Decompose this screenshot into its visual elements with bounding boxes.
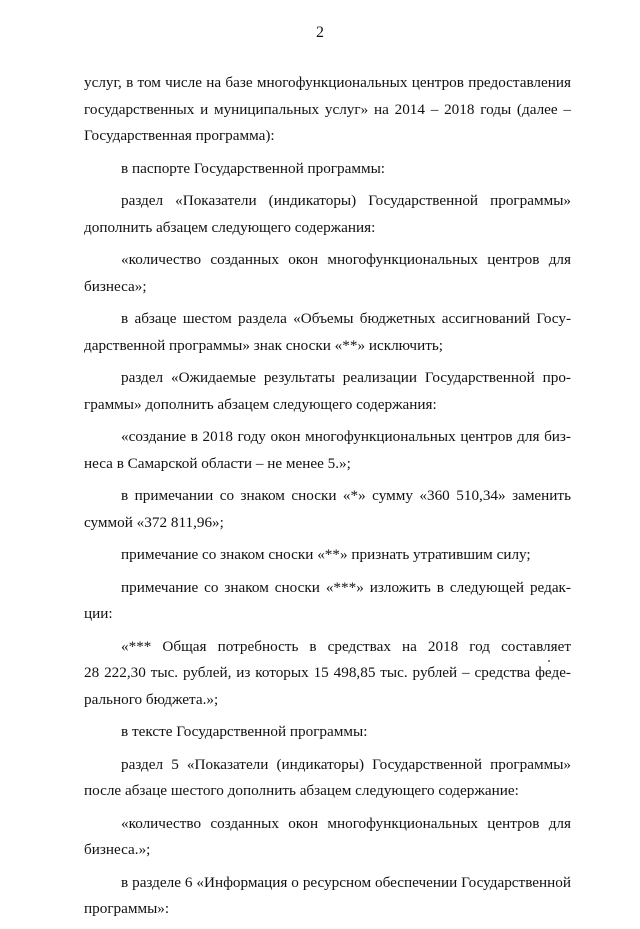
- paragraph: [84, 424, 571, 477]
- paragraph: [84, 811, 571, 864]
- text-line: государственных и муниципальных услуг» на 2014 – 2018 годы (далее –: [84, 100, 571, 118]
- text-line: бизнеса.»;: [84, 841, 151, 858]
- text-line: дарственной программы» знак сноски «**» исключить;: [84, 336, 443, 354]
- text-line: бизнеса»;: [84, 277, 147, 295]
- text-line: примечание со знаком сноски «***» изложить в следующей редак-: [121, 578, 571, 596]
- text-line: раздел «Показатели (индикаторы) Государственной программы»: [121, 192, 571, 209]
- scan-speck: [548, 660, 550, 662]
- paragraph: [84, 188, 571, 241]
- text-line: после абзаце шестого дополнить абзацем следующего содержание:: [84, 782, 519, 799]
- text-line: программы»:: [84, 900, 170, 917]
- paragraph: [84, 156, 571, 183]
- paragraph: [84, 365, 571, 418]
- text-line: в абзаце шестом раздела «Объемы бюджетных ассигнований Госу-: [121, 310, 571, 327]
- paragraph: [84, 870, 571, 923]
- text-line: ции:: [84, 605, 113, 622]
- text-line: «количество созданных окон многофункциональных центров для: [121, 814, 571, 832]
- text-line: «создание в 2018 году окон многофункциональных центров для биз-: [121, 428, 571, 445]
- paragraph: [84, 483, 571, 536]
- text-line: 28 222,30 тыс. рублей, из которых 15 498,85 тыс. рублей – средства феде-: [84, 664, 571, 681]
- text-line: неса в Самарской области – не менее 5.»;: [84, 454, 351, 472]
- paragraph: [84, 719, 571, 746]
- text-line: в тексте Государственной программы:: [121, 723, 368, 740]
- document-body: [84, 70, 571, 929]
- paragraph: [84, 575, 571, 628]
- text-line: дополнить абзацем следующего содержания:: [84, 218, 376, 236]
- paragraph: [84, 247, 571, 300]
- paragraph: [84, 306, 571, 359]
- text-line: «*** Общая потребность в средствах на 2018 год составляет: [121, 637, 571, 655]
- text-line: услуг, в том числе на базе многофункциональных центров предоставления: [84, 74, 571, 91]
- paragraph: [84, 70, 571, 150]
- text-line: Государственная программа):: [84, 127, 275, 144]
- paragraph: [84, 542, 571, 569]
- text-line: в паспорте Государственной программы:: [121, 159, 386, 177]
- text-line: раздел «Ожидаемые результаты реализации Государственной про-: [121, 369, 571, 386]
- page-number: 2: [316, 24, 324, 41]
- text-line: в примечании со знаком сноски «*» сумму «360 510,34» заменить: [121, 487, 571, 504]
- text-line: суммой «372 811,96»;: [84, 513, 224, 531]
- paragraph: [84, 752, 571, 805]
- text-line: в разделе 6 «Информация о ресурсном обеспечении Государственной: [121, 873, 571, 891]
- text-line: граммы» дополнить абзацем следующего содержания:: [84, 395, 437, 413]
- text-line: рального бюджета.»;: [84, 690, 219, 708]
- paragraph: [84, 634, 571, 714]
- text-line: раздел 5 «Показатели (индикаторы) Государственной программы»: [121, 755, 571, 773]
- text-line: примечание со знаком сноски «**» признать утратившим силу;: [121, 546, 531, 563]
- text-line: «количество созданных окон многофункциональных центров для: [121, 251, 571, 268]
